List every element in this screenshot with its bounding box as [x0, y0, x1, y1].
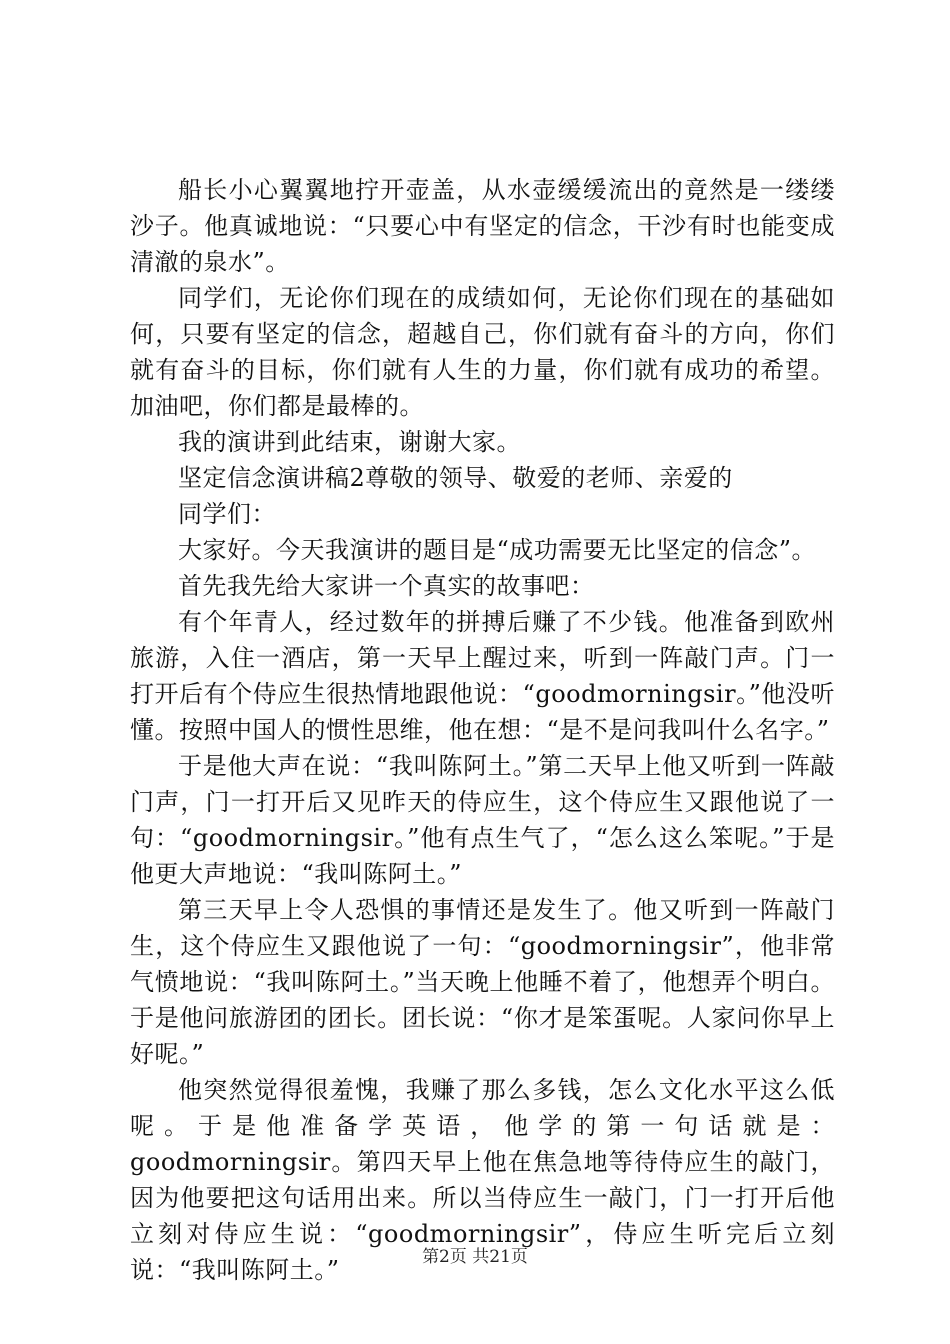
paragraph-6: 大家好。今天我演讲的题目是“成功需要无比坚定的信念”。	[178, 536, 817, 564]
page-number-label: 第2页 共21页	[422, 1247, 528, 1267]
paragraph-9: 于是他大声在说：“我叫陈阿土。”第二天早上他又听到一阵敲门声，门一打开后又见昨天的侍应生，这个侍应生又跟他说了一句：“goodmorningsir。”他有点生气了，“怎么这么笨呢。”于是他更大声地说：“我叫陈阿土。”	[130, 752, 835, 888]
paragraph-3: 我的演讲到此结束，谢谢大家。	[178, 428, 521, 456]
paragraph-10: 第三天早上令人恐惧的事情还是发生了。他又听到一阵敲门生，这个侍应生又跟他说了一句：“goodmorningsir”，他非常气愤地说：“我叫陈阿土。”当天晚上他睡不着了，他想弄个明白。于是他问旅游团的团长。团长说：“你才是笨蛋呢。人家问你早上好呢。”	[130, 896, 835, 1068]
paragraph-4: 坚定信念演讲稿2尊敬的领导、敬爱的老师、亲爱的	[178, 464, 733, 492]
page-footer	[0, 1242, 950, 1267]
paragraph-8: 有个年青人，经过数年的拼搏后赚了不少钱。他准备到欧州旅游，入住一酒店，第一天早上醒过来，听到一阵敲门声。门一打开后有个侍应生很热情地跟他说：“goodmorningsir。”他没听懂。按照中国人的惯性思维，他在想：“是不是问我叫什么名字。”	[130, 608, 835, 744]
document-body	[130, 172, 835, 1288]
paragraph-11: 他突然觉得很羞愧，我赚了那么多钱，怎么文化水平这么低呢。于是他准备学英语，他学的第一句话就是：goodmorningsir。第四天早上他在焦急地等待侍应生的敲门，因为他要把这句话用出来。所以当侍应生一敲门，门一打开后他立刻对侍应生说：“goodmorningsir”，侍应生听完后立刻说：“我叫陈阿土。”	[130, 1076, 835, 1284]
paragraph-1: 船长小心翼翼地拧开壶盖，从水壶缓缓流出的竟然是一缕缕沙子。他真诚地说：“只要心中有坚定的信念，干沙有时也能变成清澈的泉水”。	[130, 176, 835, 276]
paragraph-2: 同学们，无论你们现在的成绩如何，无论你们现在的基础如何，只要有坚定的信念，超越自己，你们就有奋斗的方向，你们就有奋斗的目标，你们就有人生的力量，你们就有成功的希望。加油吧，你们都是最棒的。	[130, 284, 835, 420]
paragraph-7: 首先我先给大家讲一个真实的故事吧：	[178, 572, 595, 600]
paragraph-5: 同学们：	[178, 500, 276, 528]
